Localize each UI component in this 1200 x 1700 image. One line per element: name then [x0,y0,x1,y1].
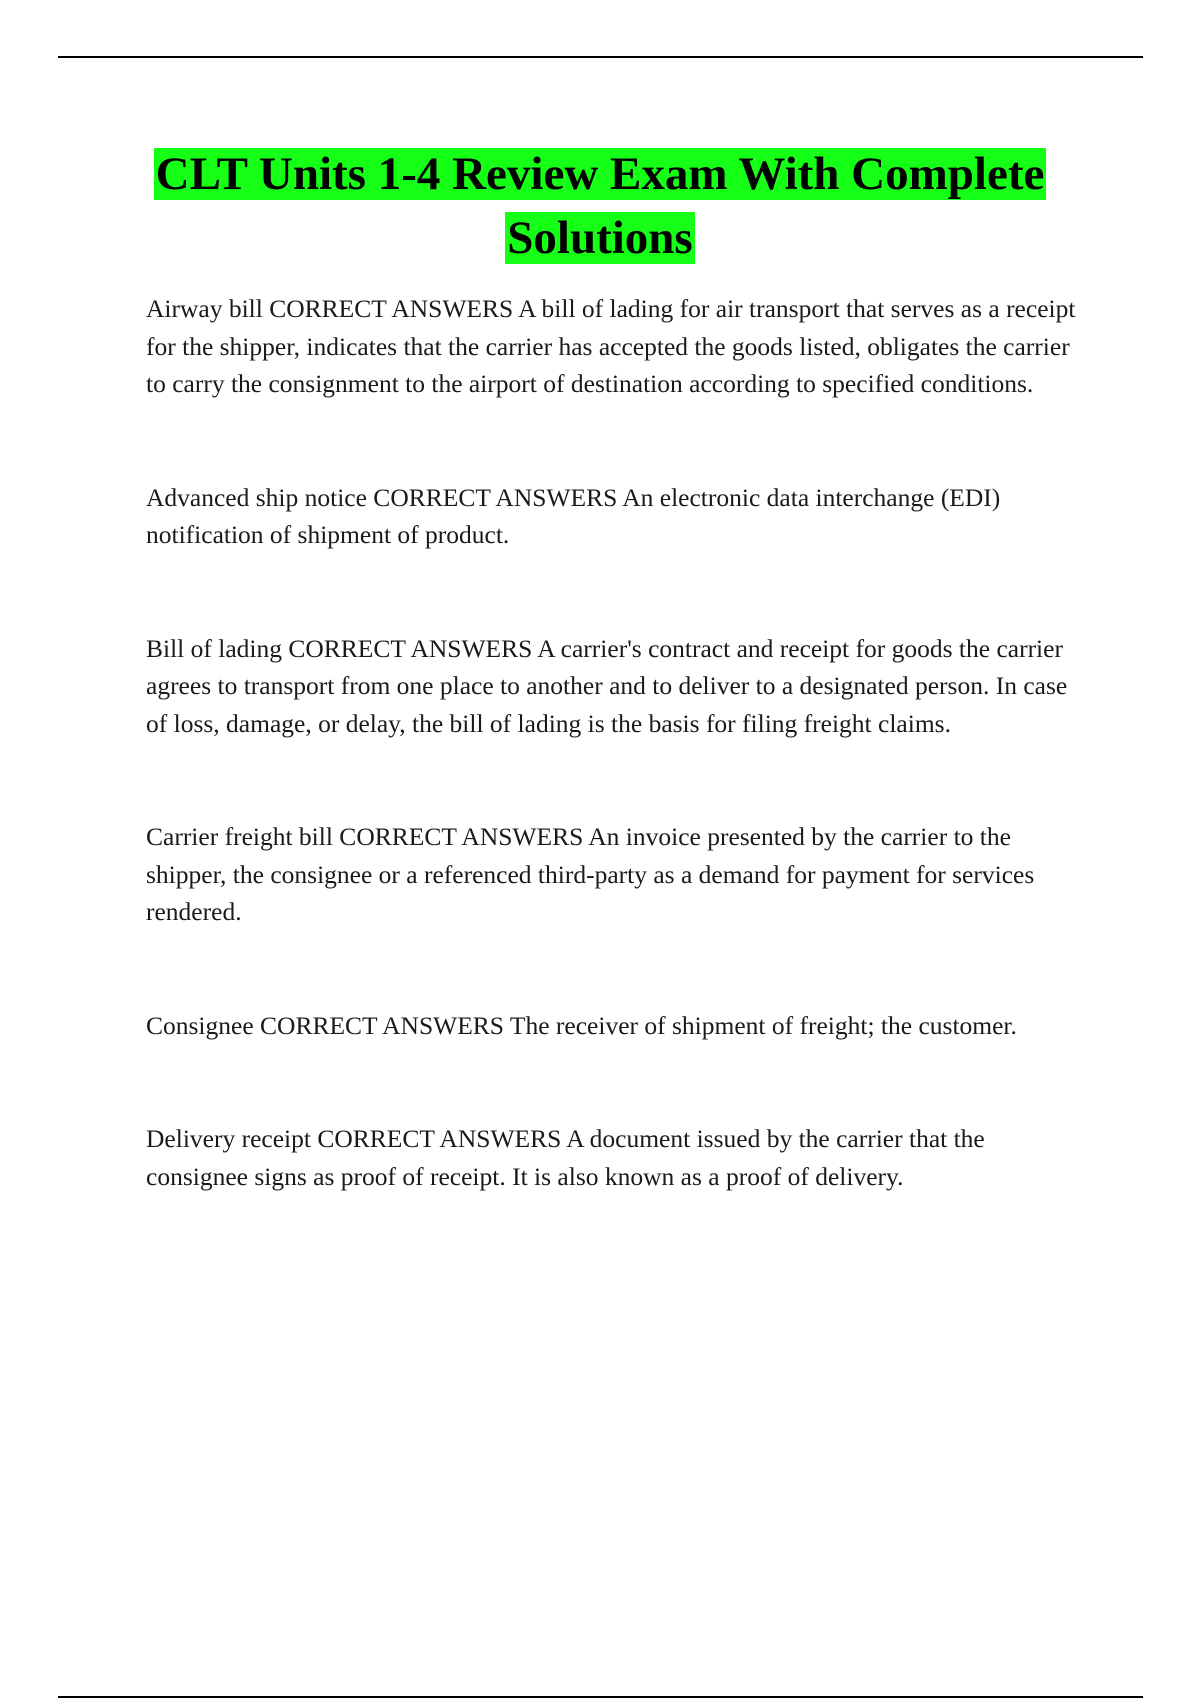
entry-delivery-receipt: Delivery receipt CORRECT ANSWERS A document issued by the carrier that the consignee signs as proof of receipt. It is also known as a proof of delivery. [146,1124,985,1191]
title-highlight: CLT Units 1-4 Review Exam With Complete Solutions [155,148,1045,264]
entry-consignee: Consignee CORRECT ANSWERS The receiver of shipment of freight; the customer. [146,1010,1017,1040]
entries-list [146,290,1091,1195]
entry-advanced-ship-notice: Advanced ship notice CORRECT ANSWERS An electronic data interchange (EDI) notification of shipment of product. [146,482,1001,549]
entry-bill-of-lading: Bill of lading CORRECT ANSWERS A carrier's contract and receipt for goods the carrier agrees to transport from one place to another and to deliver to a designated person. In case of loss, damage, or delay, the bill of lading is the basis for filing freight claims. [146,633,1068,738]
entry-carrier-freight-bill: Carrier freight bill CORRECT ANSWERS An invoice presented by the carrier to the shipper, the consignee or a referenced third-party as a demand for payment for services rendered. [146,822,1035,926]
bottom-rule [58,1696,1143,1698]
entry-airway-bill: Airway bill CORRECT ANSWERS A bill of lading for air transport that serves as a receipt for the shipper, indicates that the carrier has accepted the goods listed, obligates the carrier to carry the consignment to the airport of destination according to specified conditions. [146,294,1076,398]
document-title [100,142,1100,270]
top-rule [58,56,1143,58]
